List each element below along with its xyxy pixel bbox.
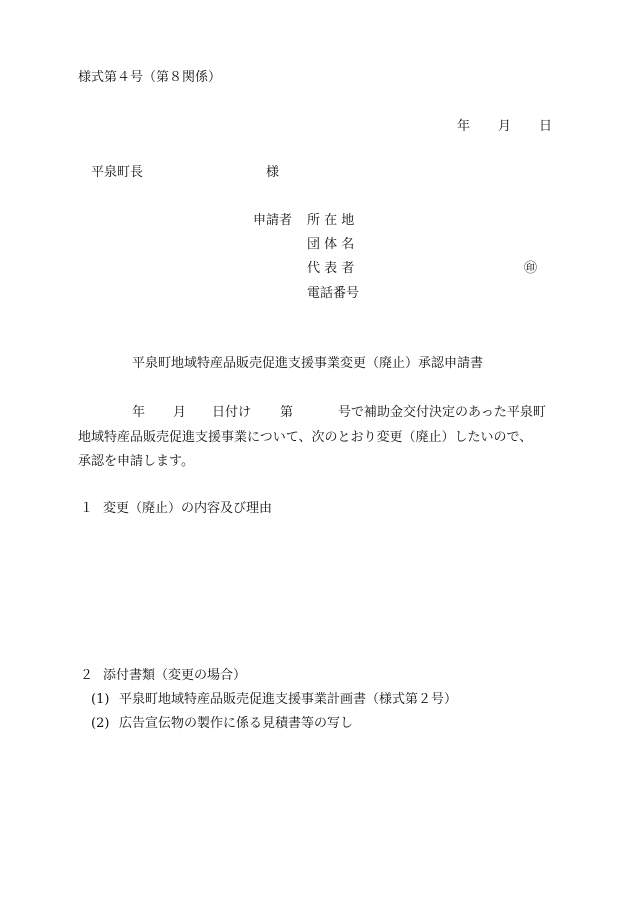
- date-year-label: 年: [457, 119, 471, 134]
- date-day-label: 日: [539, 119, 553, 134]
- field-address: 所 在 地: [307, 213, 355, 228]
- applicant-label: 申請者: [253, 213, 293, 228]
- honorific: 様: [266, 165, 280, 180]
- field-phone-number: 電話番号: [307, 286, 360, 301]
- section-1-number: １: [80, 501, 94, 516]
- section-2-number: ２: [80, 668, 94, 683]
- attachment-2-text: 広告宣伝物の製作に係る見積書等の写し: [119, 716, 354, 731]
- field-organization-name: 団 体 名: [307, 237, 355, 252]
- body-day: 日付け: [212, 405, 252, 420]
- body-number-prefix: 第: [280, 405, 294, 420]
- body-line1-text: 号で補助金交付決定のあった平泉町: [338, 405, 546, 420]
- section-2-heading: 添付書類（変更の場合）: [103, 668, 247, 683]
- body-line3-text: 承認を申請します。: [78, 454, 194, 469]
- addressee: 平泉町長: [91, 165, 144, 180]
- field-representative: 代 表 者: [307, 261, 355, 276]
- section-1-heading: 変更（廃止）の内容及び理由: [103, 501, 273, 516]
- seal-icon: ㊞: [524, 261, 538, 276]
- document-title: 平泉町地域特産品販売促進支援事業変更（廃止）承認申請書: [132, 356, 484, 371]
- attachment-2-number: (2): [91, 716, 110, 731]
- attachment-1-number: (1): [91, 692, 110, 707]
- form-number: 様式第４号（第８関係）: [78, 70, 222, 85]
- body-year: 年: [132, 405, 146, 420]
- body-month: 月: [173, 405, 187, 420]
- date-month-label: 月: [498, 119, 512, 134]
- body-line2-text: 地域特産品販売促進支援事業について、次のとおり変更（廃止）したいので、: [78, 430, 533, 445]
- attachment-1-text: 平泉町地域特産品販売促進支援事業計画書（様式第２号）: [119, 692, 458, 707]
